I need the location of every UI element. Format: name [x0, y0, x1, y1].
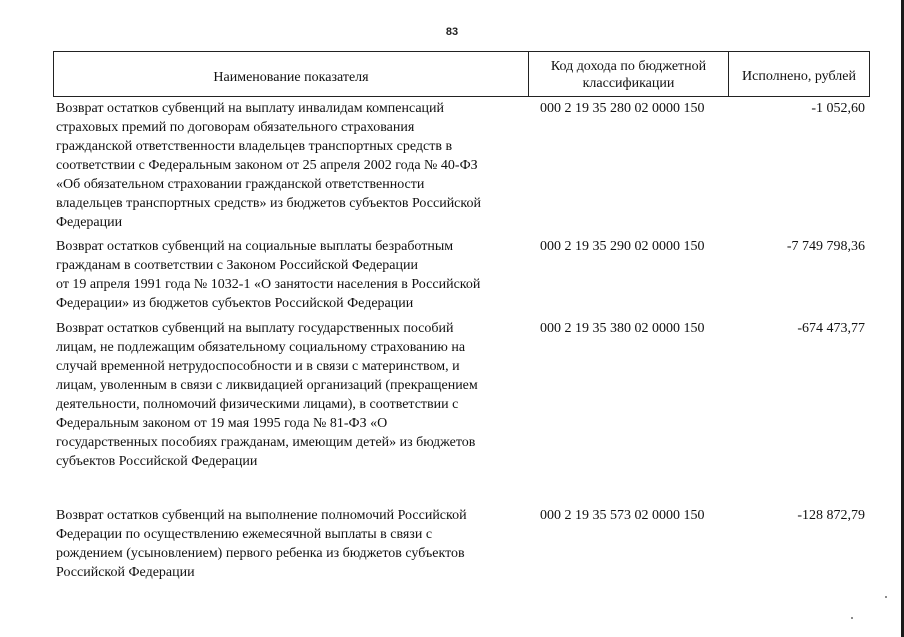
row-name-line: гражданской ответственности владельцев транспортных средств в — [56, 139, 453, 154]
table-header — [53, 51, 870, 97]
page-number: 83 — [445, 26, 459, 38]
row-name-line: «Об обязательном страховании гражданской ответственности — [56, 177, 425, 192]
row-name-line: гражданам в соответствии с Законом Российской Федерации — [56, 258, 418, 273]
row-name-line: Возврат остатков субвенций на выплату инвалидам компенсаций — [56, 101, 445, 116]
scan-speck — [851, 617, 853, 619]
report-table — [53, 51, 870, 582]
row-name-line: рождением (усыновлением) первого ребенка из бюджетов субъектов — [56, 546, 465, 561]
table-row — [53, 319, 870, 471]
row-name — [53, 506, 528, 582]
row-name-line: деятельности, полномочий физическими лицами), в соответствии с — [56, 397, 459, 412]
row-amount: -128 872,79 — [797, 508, 865, 523]
row-amount: -7 749 798,36 — [786, 239, 865, 254]
row-code: 000 2 19 35 573 02 0000 150 — [540, 508, 705, 523]
header-amount: Исполнено, рублей — [742, 68, 856, 84]
row-amount: -674 473,77 — [797, 321, 865, 336]
row-name — [53, 319, 528, 471]
row-name-line: страховых премий по договорам обязательного страхования — [56, 120, 415, 135]
row-name-line: лицам, не подлежащим обязательному социальному страхованию на — [56, 340, 466, 355]
row-name-line: Возврат остатков субвенций на выполнение полномочий Российской — [56, 508, 467, 523]
row-name-line: от 19 апреля 1991 года № 1032-1 «О занятости населения в Российской — [56, 277, 481, 292]
table-row — [53, 506, 870, 582]
row-name-line: Федерации» из бюджетов субъектов Российской Федерации — [56, 296, 414, 311]
row-name-line: Российской Федерации — [56, 565, 195, 580]
scan-speck — [885, 596, 887, 598]
row-name-line: Федерации по осуществлению ежемесячной выплаты в связи с — [56, 527, 433, 542]
row-code: 000 2 19 35 380 02 0000 150 — [540, 321, 705, 336]
row-name-line: Федеральным законом от 19 мая 1995 года № 81-ФЗ «О — [56, 416, 388, 431]
row-name-line: владельцев транспортных средств» из бюджетов субъектов Российской — [56, 196, 481, 211]
header-code: Код дохода по бюджетной классификации — [529, 52, 729, 96]
row-name-line: соответствии с Федеральным законом от 25 апреля 2002 года № 40-ФЗ — [56, 158, 478, 173]
header-name: Наименование показателя — [54, 52, 529, 96]
row-amount: -1 052,60 — [811, 101, 865, 116]
row-name — [53, 99, 528, 232]
row-code: 000 2 19 35 290 02 0000 150 — [540, 239, 705, 254]
row-name-line: случай временной нетрудоспособности и в связи с материнством, и — [56, 359, 460, 374]
row-name-line: субъектов Российской Федерации — [56, 454, 258, 469]
row-name-line: Федерации — [56, 215, 123, 230]
row-name-line: Возврат остатков субвенций на социальные выплаты безработным — [56, 239, 454, 254]
row-name — [53, 237, 528, 313]
row-name-line: государственных пособиях гражданам, имеющим детей» из бюджетов — [56, 435, 476, 450]
row-code: 000 2 19 35 280 02 0000 150 — [540, 101, 705, 116]
table-row — [53, 237, 870, 313]
row-name-line: Возврат остатков субвенций на выплату государственных пособий — [56, 321, 454, 336]
table-row — [53, 99, 870, 232]
row-name-line: лицам, уволенным в связи с ликвидацией организаций (прекращением — [56, 378, 478, 393]
